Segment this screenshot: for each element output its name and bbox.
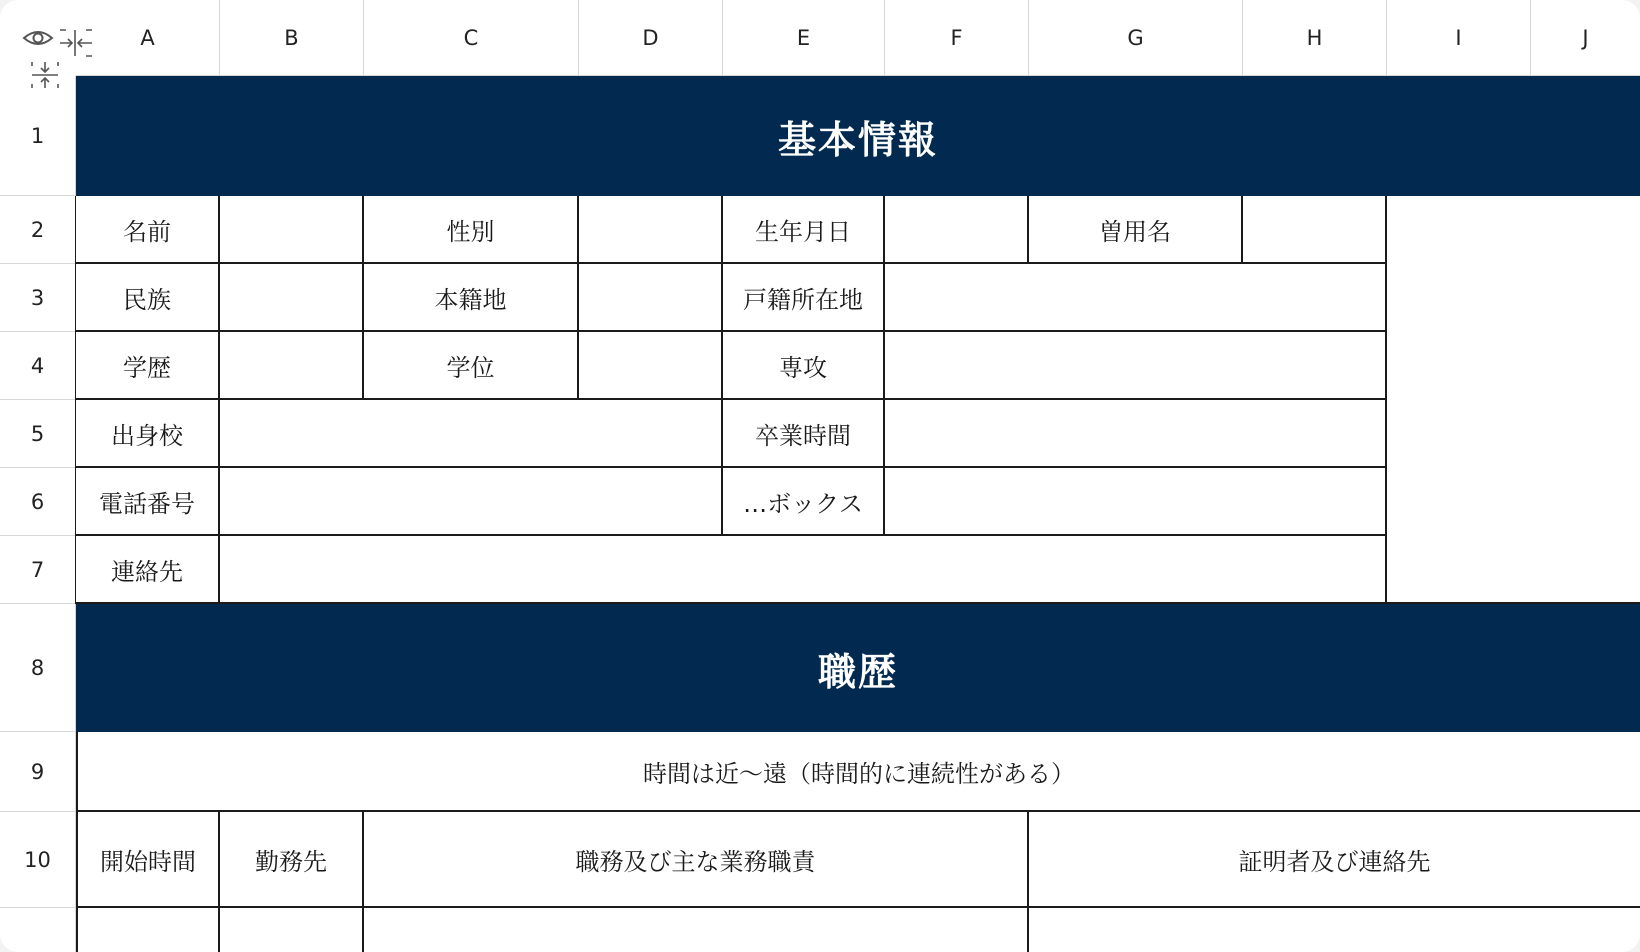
value-school[interactable] bbox=[220, 400, 723, 468]
header-employer[interactable]: 勤務先 bbox=[220, 812, 364, 908]
label-major[interactable]: 専攻 bbox=[723, 332, 885, 400]
label-birthdate[interactable]: 生年月日 bbox=[723, 196, 885, 264]
row-header-8[interactable]: 8 bbox=[0, 604, 76, 732]
column-header-e[interactable]: E bbox=[723, 0, 885, 76]
row-header-3[interactable]: 3 bbox=[0, 264, 76, 332]
cell-c11[interactable] bbox=[364, 908, 1029, 952]
label-mailbox[interactable]: …ボックス bbox=[723, 468, 885, 536]
section-work-history[interactable]: 職歴 bbox=[76, 604, 1640, 732]
header-duties[interactable]: 職務及び主な業務職責 bbox=[364, 812, 1029, 908]
value-name[interactable] bbox=[220, 196, 364, 264]
column-header-c[interactable]: C bbox=[364, 0, 579, 76]
value-ethnicity[interactable] bbox=[220, 264, 364, 332]
column-header-b[interactable]: B bbox=[220, 0, 364, 76]
value-birthdate[interactable] bbox=[885, 196, 1029, 264]
section-basic-info[interactable]: 基本情報 bbox=[76, 76, 1640, 196]
value-contact[interactable] bbox=[220, 536, 1387, 604]
row-header-7[interactable]: 7 bbox=[0, 536, 76, 604]
label-former-name[interactable]: 曽用名 bbox=[1029, 196, 1243, 264]
row-header-5[interactable]: 5 bbox=[0, 400, 76, 468]
value-graduation-time[interactable] bbox=[885, 400, 1387, 468]
row-header-4[interactable]: 4 bbox=[0, 332, 76, 400]
column-header-g[interactable]: G bbox=[1029, 0, 1243, 76]
value-registry-location[interactable] bbox=[885, 264, 1387, 332]
value-gender[interactable] bbox=[579, 196, 723, 264]
row-header-1[interactable]: 1 bbox=[0, 76, 76, 196]
column-header-a[interactable]: A bbox=[76, 0, 220, 76]
row-header-10[interactable]: 10 bbox=[0, 812, 76, 908]
column-header-j[interactable]: J bbox=[1531, 0, 1640, 76]
row-header-11[interactable] bbox=[0, 908, 76, 952]
header-reference[interactable]: 証明者及び連絡先 bbox=[1029, 812, 1640, 908]
eye-icon[interactable] bbox=[24, 32, 52, 44]
row-header-6[interactable]: 6 bbox=[0, 468, 76, 536]
label-name[interactable]: 名前 bbox=[76, 196, 220, 264]
label-contact[interactable]: 連絡先 bbox=[76, 536, 220, 604]
value-major[interactable] bbox=[885, 332, 1387, 400]
value-phone[interactable] bbox=[220, 468, 723, 536]
column-header-d[interactable]: D bbox=[579, 0, 723, 76]
value-degree[interactable] bbox=[579, 332, 723, 400]
cell-g11[interactable] bbox=[1029, 908, 1640, 952]
value-mailbox[interactable] bbox=[885, 468, 1387, 536]
label-gender[interactable]: 性別 bbox=[364, 196, 579, 264]
label-phone[interactable]: 電話番号 bbox=[76, 468, 220, 536]
cell-b11[interactable] bbox=[220, 908, 364, 952]
value-former-name[interactable] bbox=[1243, 196, 1387, 264]
value-education[interactable] bbox=[220, 332, 364, 400]
cell-a11[interactable] bbox=[76, 908, 220, 952]
header-corner bbox=[0, 0, 76, 76]
label-education[interactable]: 学歴 bbox=[76, 332, 220, 400]
work-history-note[interactable]: 時間は近～遠（時間的に連続性がある） bbox=[76, 732, 1640, 812]
label-domicile[interactable]: 本籍地 bbox=[364, 264, 579, 332]
value-domicile[interactable] bbox=[579, 264, 723, 332]
label-graduation-time[interactable]: 卒業時間 bbox=[723, 400, 885, 468]
row-header-2[interactable]: 2 bbox=[0, 196, 76, 264]
header-start-time[interactable]: 開始時間 bbox=[76, 812, 220, 908]
column-header-i[interactable]: I bbox=[1387, 0, 1531, 76]
label-ethnicity[interactable]: 民族 bbox=[76, 264, 220, 332]
label-registry-location[interactable]: 戸籍所在地 bbox=[723, 264, 885, 332]
column-header-h[interactable]: H bbox=[1243, 0, 1387, 76]
column-header-f[interactable]: F bbox=[885, 0, 1029, 76]
row-header-9[interactable]: 9 bbox=[0, 732, 76, 812]
label-degree[interactable]: 学位 bbox=[364, 332, 579, 400]
label-school[interactable]: 出身校 bbox=[76, 400, 220, 468]
